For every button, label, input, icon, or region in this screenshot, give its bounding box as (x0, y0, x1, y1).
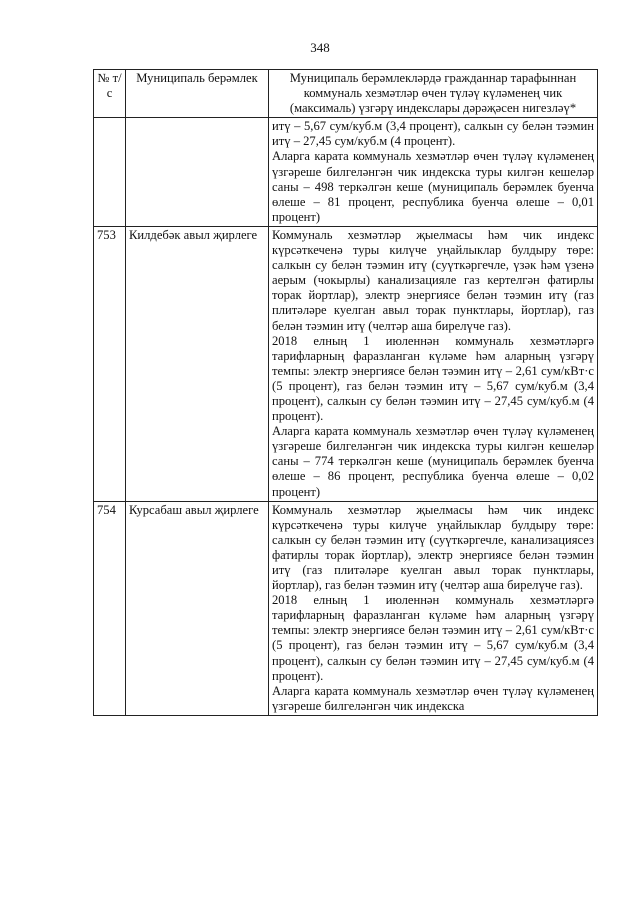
header-num: № т/с (94, 70, 126, 118)
table-row (94, 501, 598, 715)
row-paragraph: Коммуналь хезмәтләр җыелмасы һәм чик индекс күрсәткеченә туры килүче уңайлыклар булдыру төре: салкын су белән тәэмин итү (суүткәргечле, үзәк һәм үзенә аерым (чокырлы) канализацияле газ кертелгән фатирлы торак йортлар), электр энергиясе белән тәэмин итү (газ плитәләре куелган авыл торак пунктлары, йортлар), газ белән тәэмин итү (челтәр аша бирелүче газ). (272, 227, 594, 333)
row-description (269, 118, 598, 227)
row-paragraph: Аларга карата коммуналь хезмәтләр өчен түләү күләменең үзгәреше билгеләнгән чик индекска туры килгән кешеләр саны – 774 теркәлгән кеше (муниципаль берәмлек буенча өлеше – 86 процент, республика буенча өлеше – 0,02 процент) (272, 424, 594, 499)
table-header-row (94, 70, 598, 118)
row-paragraph: 2018 елның 1 июленнән коммуналь хезмәтләргә тарифларның фаразланган күләме һәм аларның үзгәрү темпы: электр энергиясе белән тәэмин итү – 2,61 сум/кВт·с (5 процент), газ белән тәэмин итү – 5,67 сум/куб.м (3,4 процент), салкын су белән тәэмин итү – 27,45 сум/куб.м (4 процент). (272, 333, 594, 424)
tariff-table (93, 69, 598, 716)
row-municipality: Курсабаш авыл җирлеге (126, 501, 269, 715)
row-description (269, 226, 598, 501)
header-municipality: Муниципаль берәмлек (126, 70, 269, 118)
row-paragraph: Аларга карата коммуналь хезмәтләр өчен түләү күләменең үзгәреше билгеләнгән чик индекска (272, 683, 594, 713)
row-paragraph: итү – 5,67 сум/куб.м (3,4 процент), салкын су белән тәэмин итү – 27,45 сум/куб.м (4 процент). (272, 119, 594, 149)
row-number (94, 118, 126, 227)
row-municipality (126, 118, 269, 227)
row-paragraph: Аларга карата коммуналь хезмәтләр өчен түләү күләменең үзгәреше билгеләнгән чик индекска туры килгән кешеләр саны – 498 теркәлгән кеше (муниципаль берәмлек буенча өлеше – 81 процент, республика буенча өлеше – 0,01 процент) (272, 149, 594, 224)
row-municipality: Килдебәк авыл җирлеге (126, 226, 269, 501)
header-description: Муниципаль берәмлекләрдә гражданнар тарафыннан коммуналь хезмәтләр өчен түләү күләменең чик (максималь) үзгәрү индекслары дәрәҗәсен нигезләү* (269, 70, 598, 118)
row-paragraph: Коммуналь хезмәтләр җыелмасы һәм чик индекс күрсәткеченә туры килүче уңайлыклар булдыру төре: салкын су белән тәэмин итү (суүткәргечле, канализациясез фатирлы торак йортлар), электр энергиясе белән тәэмин итү (газ плитәләре куелган авыл торак пунктлары, йортлар), газ белән тәэмин итү (челтәр аша бирелүче газ). (272, 502, 594, 593)
row-number: 754 (94, 501, 126, 715)
row-paragraph: 2018 елның 1 июленнән коммуналь хезмәтләргә тарифларның фаразланган күләме һәм аларның үзгәрү темпы: электр энергиясе белән тәэмин итү – 2,61 сум/кВт·с (5 процент), газ белән тәэмин итү – 5,67 сум/куб.м (3,4 процент), салкын су белән тәэмин итү – 27,45 сум/куб.м (4 процент). (272, 593, 594, 683)
table-row (94, 226, 598, 501)
page-number: 348 (310, 40, 330, 55)
row-number: 753 (94, 226, 126, 501)
table-row (94, 118, 598, 227)
row-description (269, 501, 598, 715)
